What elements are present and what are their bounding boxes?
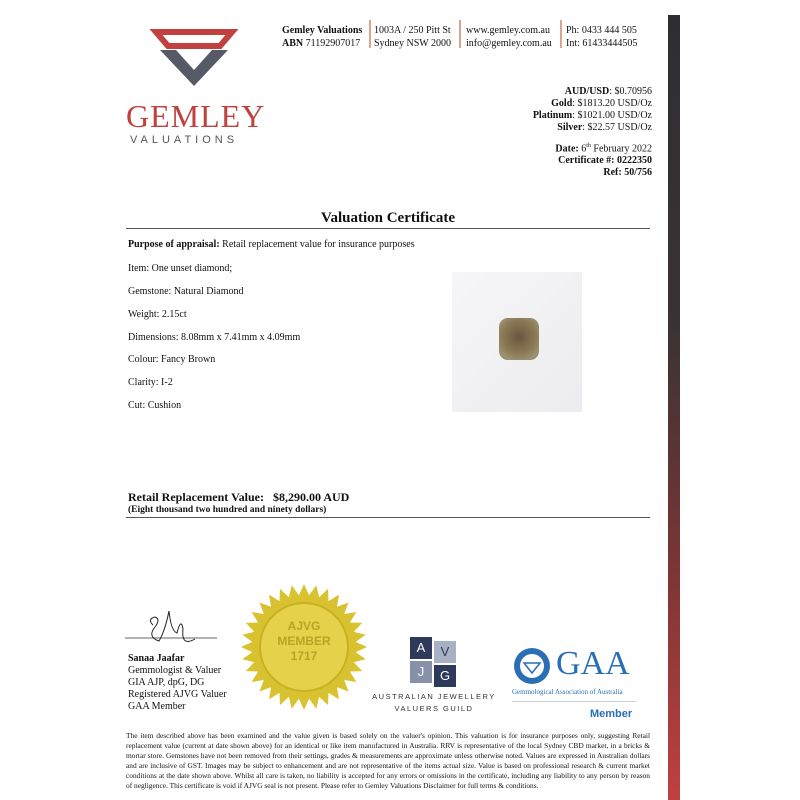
header-address xyxy=(374,24,451,50)
purpose-value: Retail replacement value for insurance purposes xyxy=(222,239,415,250)
signature-icon xyxy=(125,605,220,655)
ajvg-j: J xyxy=(410,661,432,683)
logo-name: GEMLEY xyxy=(126,98,266,134)
dimensions-line: Dimensions: 8.08mm x 7.41mm x 4.09mm xyxy=(128,332,301,343)
colour-line: Colour: Fancy Brown xyxy=(128,354,216,365)
date-sup: th xyxy=(586,143,591,149)
diamond-photo xyxy=(452,272,582,412)
header-phone xyxy=(566,24,637,50)
ajvg-a: A xyxy=(410,637,432,659)
cert-label: Certificate #: xyxy=(558,155,615,167)
retail-value xyxy=(128,490,349,505)
silver-label: Silver xyxy=(557,122,583,133)
aud-value: : $0.70956 xyxy=(609,86,652,97)
phone: Ph: 0433 444 505 xyxy=(566,25,637,36)
weight-line: Weight: 2.15ct xyxy=(128,309,187,320)
platinum-value: : $1021.00 USD/Oz xyxy=(572,110,652,121)
ajvg-g: G xyxy=(434,665,456,687)
ajvg-caption xyxy=(360,691,508,715)
clarity-line: Clarity: I-2 xyxy=(128,377,173,388)
signer-reg: Registered AJVG Valuer xyxy=(128,689,227,700)
divider xyxy=(126,228,650,229)
signer-quals: GIA AJP, dpG, DG xyxy=(128,677,205,688)
rates xyxy=(533,86,652,134)
diamond-icon xyxy=(499,318,539,360)
email-link[interactable]: info@gemley.com.au xyxy=(466,38,552,49)
company-name: Gemley Valuations xyxy=(282,25,363,36)
cert-number: 0222350 xyxy=(617,155,652,167)
signer-title: Gemmologist & Valuer xyxy=(128,665,222,676)
address-line1: 1003A / 250 Pitt St xyxy=(374,25,451,36)
gem-logo-icon xyxy=(148,24,240,90)
seal-text: AJVG xyxy=(287,619,321,633)
signer-name: Sanaa Jaafar xyxy=(128,653,185,664)
signer-block xyxy=(128,653,227,713)
aud-label: AUD/USD xyxy=(564,86,610,97)
purpose xyxy=(128,239,415,250)
purpose-label: Purpose of appraisal: xyxy=(128,239,220,250)
gold-value: : $1813.20 USD/Oz xyxy=(572,98,652,109)
intl-phone: Int: 61433444505 xyxy=(566,38,638,49)
side-gradient-bar xyxy=(668,15,680,800)
value-words: (Eight thousand two hundred and ninety dollars) xyxy=(128,505,327,515)
disclaimer: The item described above has been examined and the value given is based solely on the valuer's opinion. This valuation is for insurance purposes only, suggesting Retail replacement value (current at date shown above) for an identical or like item manufactured in Australia. RRV is representative of the local Sydney CBD market, in a bricks & mortar store. Gemstones have not been removed from their settings, grades & measurements are approximate unless otherwise noted. Values are expressed in Australian dollars and are inclusive of GST. Images may be subject to enhancement and are not representative of the items actual size. Value is based on professional research & current market conditions at the date shown above. Whilst all care is taken, no liability is accepted for any errors or omissions in the certificate, including any liability to any person by reason of negligence. This certificate is void if AJVG seal is not present. Please refer to Gemley Valuations Disclaimer for full terms & conditions. xyxy=(126,731,650,790)
divider xyxy=(512,701,636,702)
item-line: Item: One unset diamond; xyxy=(128,263,233,274)
header-company xyxy=(282,24,366,50)
website-link[interactable]: www.gemley.com.au xyxy=(466,25,550,36)
value-label: Retail Replacement Value: xyxy=(128,490,264,504)
header-web xyxy=(466,24,552,50)
value-amount: $8,290.00 AUD xyxy=(272,490,350,504)
abn: 71192907017 xyxy=(305,38,361,49)
logo-sub: VALUATIONS xyxy=(130,134,239,146)
date-label: Date: xyxy=(555,143,579,155)
gemstone-line: Gemstone: Natural Diamond xyxy=(128,286,244,297)
page-title: Valuation Certificate xyxy=(320,210,455,226)
certificate-meta xyxy=(555,140,652,179)
signer-member: GAA Member xyxy=(128,701,186,712)
ajvg-line2: VALUERS GUILD xyxy=(394,704,474,713)
gaa-member: Member xyxy=(590,708,633,720)
abn-label: ABN xyxy=(282,38,304,49)
ajvg-seal xyxy=(240,583,368,711)
ref: Ref: 50/756 xyxy=(603,167,652,179)
divider xyxy=(126,517,650,518)
seal-text: MEMBER xyxy=(277,634,331,648)
gold-label: Gold xyxy=(551,98,573,109)
gaa-full-name: Gemmological Association of Australia xyxy=(512,688,623,696)
date-day: 6 xyxy=(581,143,587,155)
ajvg-line1: AUSTRALIAN JEWELLERY xyxy=(372,692,496,701)
date-rest: February 2022 xyxy=(593,143,652,155)
silver-value: : $22.57 USD/Oz xyxy=(582,122,652,133)
cut-line: Cut: Cushion xyxy=(128,400,182,411)
seal-text: 1717 xyxy=(290,649,318,663)
platinum-label: Platinum xyxy=(532,110,573,121)
address-line2: Sydney NSW 2000 xyxy=(374,38,452,49)
ajvg-v: V xyxy=(434,641,456,663)
gaa-diamond-icon xyxy=(512,646,552,686)
gaa-name: GAA xyxy=(556,645,630,682)
